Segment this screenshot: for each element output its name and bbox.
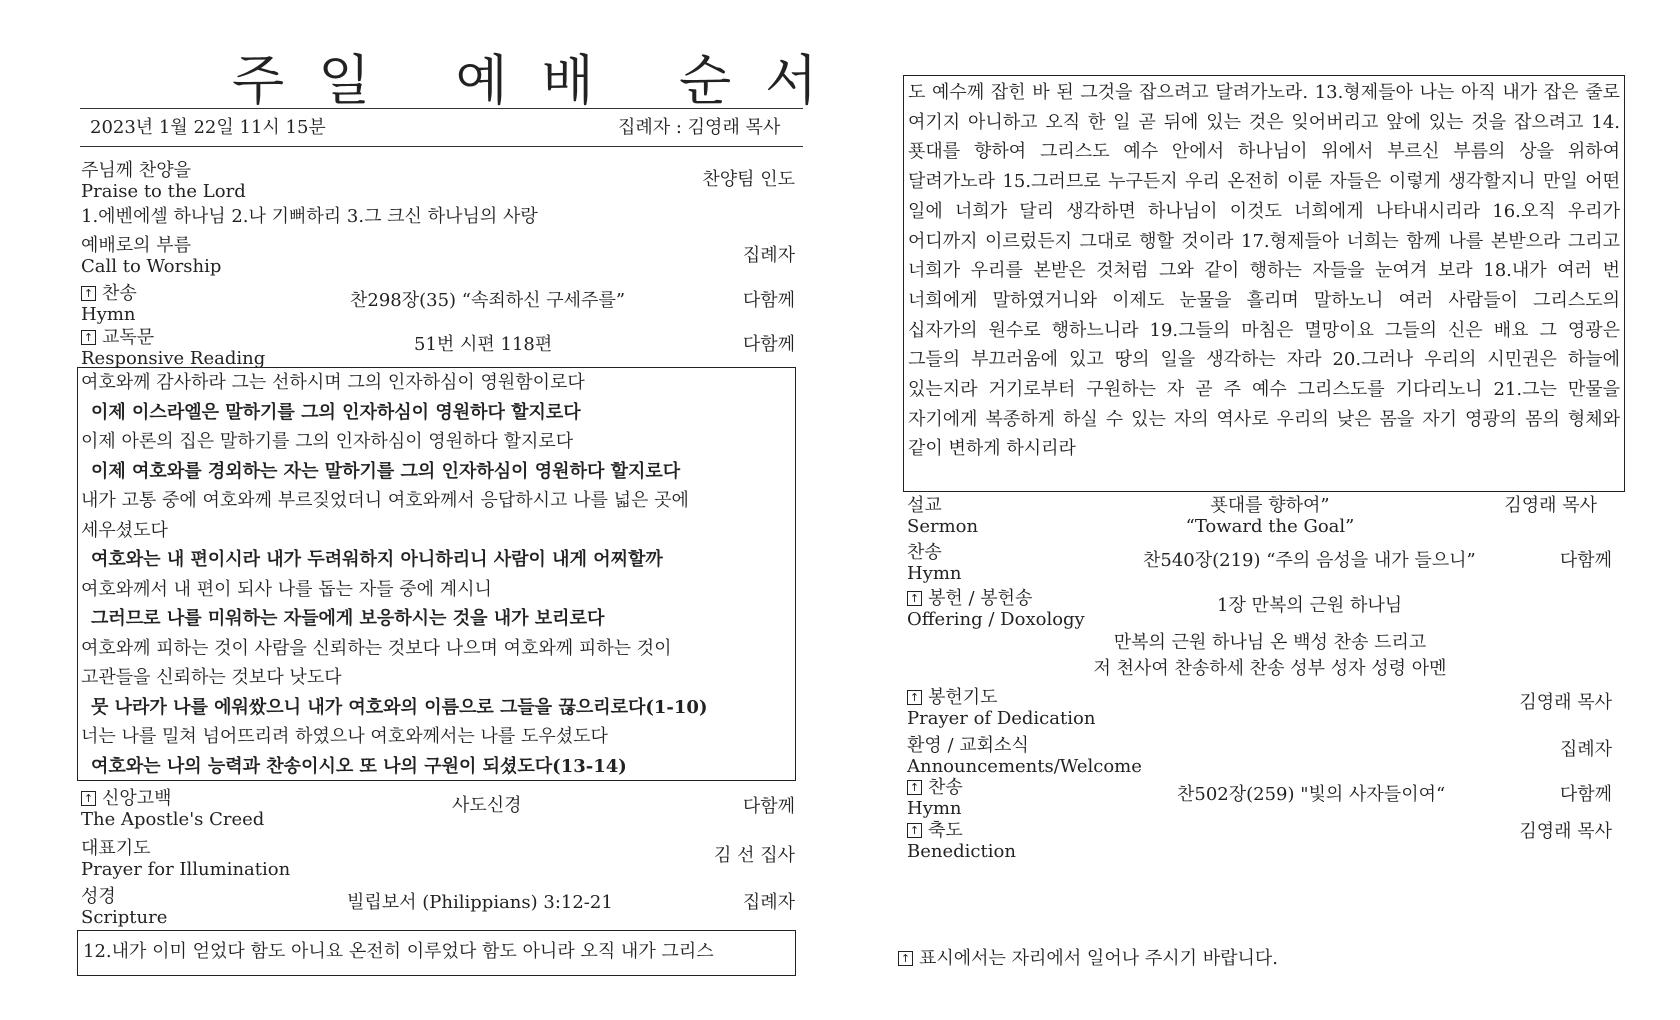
scripture-title: 빌립보서 (Philippians) 3:12-21 [347, 892, 613, 913]
benediction-en: Benediction [907, 841, 1016, 862]
responsive-line: 너는 나를 밀쳐 넘어뜨리려 하였으나 여호와께서는 나를 도우셨도다 [81, 726, 608, 747]
praise-item [81, 160, 246, 202]
stand-up-icon: ↑ [907, 591, 922, 606]
announce-leader: 집례자 [1559, 739, 1612, 760]
responsive-line: 여호와께 감사하라 그는 선하시며 그의 인자하심이 영원함이로다 [81, 372, 585, 393]
hymn3-ko: 찬송 [928, 777, 963, 798]
benediction-item [907, 820, 1016, 862]
stand-up-icon: ↑ [907, 823, 922, 838]
sermon-title-ko: 푯대를 향하여” [1210, 495, 1330, 516]
stand-up-icon: ↑ [81, 791, 96, 806]
scripture-ko: 성경 [81, 886, 116, 907]
hymn2-en: Hymn [907, 563, 962, 584]
hymn1-ko: 찬송 [102, 283, 137, 304]
sermon-item [907, 495, 978, 537]
prayer-leader: 김 선 집사 [714, 845, 795, 866]
stand-note [898, 949, 1278, 969]
call-ko: 예배로의 부름 [81, 235, 192, 256]
creed-title: 사도신경 [452, 795, 522, 816]
stand-up-icon: ↑ [81, 286, 96, 301]
creed-ko: 신앙고백 [102, 788, 172, 809]
reading-en: Responsive Reading [81, 348, 266, 369]
hymn3-leader: 다함께 [1559, 784, 1612, 805]
responsive-line: 세우셨도다 [81, 519, 168, 541]
service-date: 2023년 1월 22일 11시 15분 [90, 117, 326, 138]
hymn3-item [907, 777, 963, 819]
scripture-leader: 집례자 [742, 892, 795, 913]
stand-up-icon: ↑ [898, 951, 913, 966]
responsive-line: 여호와께서 내 편이 되사 나를 돕는 자들 중에 계시니 [81, 578, 492, 600]
responsive-line: 이제 여호와를 경외하는 자는 말하기를 그의 인자하심이 영원하다 할지로다 [91, 460, 681, 482]
creed-leader: 다함께 [742, 796, 795, 817]
sermon-leader: 김영래 목사 [1504, 495, 1597, 516]
responsive-line: 여호와는 나의 능력과 찬송이시오 또 나의 구원이 되셨도다(13-14) [91, 755, 627, 777]
header-rule-bottom [80, 146, 803, 147]
hymn1-leader: 다함께 [742, 290, 795, 311]
sermon-ko: 설교 [907, 495, 942, 516]
creed-item [81, 788, 264, 830]
sermon-en: Sermon [907, 516, 979, 537]
reading-ko: 교독문 [102, 327, 155, 348]
hymn3-en: Hymn [907, 798, 962, 819]
stand-up-icon: ↑ [907, 780, 922, 795]
reading-leader: 다함께 [742, 334, 795, 355]
benediction-leader: 김영래 목사 [1519, 821, 1612, 842]
doxology-line-1: 만복의 근원 하나님 온 백성 찬송 드리고 [1113, 632, 1427, 653]
responsive-line: 그러므로 나를 미워하는 자들에게 보응하시는 것을 내가 보리로다 [91, 608, 605, 629]
scripture-text-continued: 도 예수께 잡힌 바 된 그것을 잡으려고 달려가노라. 13.형제들아 나는 아직 내가 잡은 줄로 여기지 아니하고 오직 한 일 곧 뒤에 있는 것은 잊어버리고 앞에 있는 것을 잡으려고 14.푯대를 향하여 그리스도 예수 안에서 하나님이 위에서 부르신 부름의 상을 위하여 달려가노라 15.그러므로 누구든지 우리 온전히 이룬 자들은 이렇게 생각할지니 만일 어떤 일에 너희가 달리 생각하면 하나님이 이것도 너희에게 나타내시리라 16.오직 우리가 어디까지 이르렀든지 그대로 행할 것이라 17.형제들아 너희는 함께 나를 본받으라 그리고 너희가 우리를 본받은 것처럼 그와 같이 행하는 자들을 눈여겨 보라 18.내가 여러 번 너희에게 말하였거니와 이제도 눈물을 흘리며 말하노니 여러 사람들이 그리스도의 십자가의 원수로 행하느니라 19.그들의 마침은 멸망이요 그들의 신은 배요 그 영광은 그들의 부끄러움에 있고 땅의 일을 생각하는 자라 20.그러나 우리의 시민권은 하늘에 있는지라 거기로부터 구원하는 자 곧 주 예수 그리스도를 기다리노니 21.그는 만물을 자기에게 복종하게 하실 수 있는 자의 역사로 우리의 낮은 몸을 자기 영광의 몸의 형체와 같이 변하게 하시리라 [908, 82, 1620, 460]
creed-en: The Apostle's Creed [81, 809, 265, 830]
hymn2-leader: 다함께 [1559, 550, 1612, 571]
praise-leader: 찬양팀 인도 [702, 169, 795, 190]
prayer-en: Prayer for Illumination [81, 859, 291, 880]
responsive-reading-text [78, 368, 795, 781]
sermon-title [1150, 495, 1390, 537]
scripture-en: Scripture [81, 907, 168, 928]
hymn1-en: Hymn [81, 304, 136, 325]
offering-title: 1장 만복의 근원 하나님 [1217, 595, 1403, 616]
stand-up-icon: ↑ [907, 690, 922, 705]
dedication-item [907, 687, 1095, 729]
praise-ko: 주님께 찬양을 [81, 160, 192, 181]
prayer-item [81, 838, 290, 880]
offering-item [907, 588, 1085, 630]
hymn3-title: 찬502장(259) "빛의 사자들이여“ [1177, 784, 1446, 805]
responsive-reading-box [77, 367, 796, 781]
doxology-line-2: 저 천사여 찬송하세 찬송 성부 성자 성령 아멘 [1093, 658, 1447, 679]
reading-item [81, 327, 265, 369]
responsive-line: 고관들을 신뢰하는 것보다 낫도다 [81, 667, 342, 688]
offering-en: Offering / Doxology [907, 609, 1085, 630]
scripture-item [81, 886, 167, 928]
benediction-ko: 축도 [928, 820, 963, 841]
responsive-line: 여호와는 내 편이시라 내가 두려워하지 아니하리니 사람이 내게 어찌할까 [91, 549, 663, 570]
stand-up-icon: ↑ [81, 330, 96, 345]
hymn2-title: 찬540장(219) “주의 음성을 내가 들으니” [1143, 550, 1476, 571]
dedication-leader: 김영래 목사 [1519, 692, 1612, 713]
praise-en: Praise to the Lord [81, 181, 246, 202]
announce-ko: 환영 / 교회소식 [907, 735, 1029, 756]
hymn2-ko: 찬송 [907, 542, 942, 563]
scripture-box-start [77, 930, 796, 976]
announce-en: Announcements/Welcome [907, 756, 1142, 777]
announcements-item [907, 735, 1142, 777]
reading-title: 51번 시편 118편 [414, 334, 553, 355]
officiant: 집례자 : 김영래 목사 [618, 117, 781, 138]
hymn1-title: 찬298장(35) “속죄하신 구세주를” [350, 290, 626, 311]
page-title: 주일 예배 순서 [232, 49, 852, 112]
header-rule-top [80, 108, 803, 109]
call-en: Call to Worship [81, 256, 222, 277]
prayer-ko: 대표기도 [81, 838, 151, 859]
dedication-ko: 봉헌기도 [928, 687, 998, 708]
responsive-line: 뭇 나라가 나를 에워쌌으니 내가 여호와의 이름으로 그들을 끊으리로다(1-10) [91, 696, 708, 718]
responsive-line: 이제 아론의 집은 말하기를 그의 인자하심이 영원하다 할지로다 [81, 431, 574, 452]
dedication-en: Prayer of Dedication [907, 708, 1096, 729]
hymn2-item [907, 542, 962, 584]
scripture-box-continued [903, 75, 1625, 492]
offering-ko: 봉헌 / 봉헌송 [928, 588, 1033, 609]
call-to-worship-item [81, 235, 221, 277]
stand-note-text: 표시에서는 자리에서 일어나 주시기 바랍니다. [919, 948, 1278, 969]
sermon-title-en: “Toward the Goal” [1185, 516, 1355, 537]
scripture-text-start: 12.내가 이미 얻었다 함도 아니요 온전히 이루었다 함도 아니라 오직 내가 그리스 [83, 941, 714, 962]
praise-songs: 1.에벤에셀 하나님 2.나 기뻐하리 3.그 크신 하나님의 사랑 [81, 206, 538, 227]
responsive-line: 내가 고통 중에 여호와께 부르짖었더니 여호와께서 응답하시고 나를 넓은 곳에 [81, 490, 689, 511]
hymn1-item [81, 283, 137, 325]
responsive-line: 이제 이스라엘은 말하기를 그의 인자하심이 영원하다 할지로다 [91, 401, 581, 423]
call-leader: 집례자 [742, 245, 795, 266]
responsive-line: 여호와께 피하는 것이 사람을 신뢰하는 것보다 나으며 여호와께 피하는 것이 [81, 637, 672, 659]
